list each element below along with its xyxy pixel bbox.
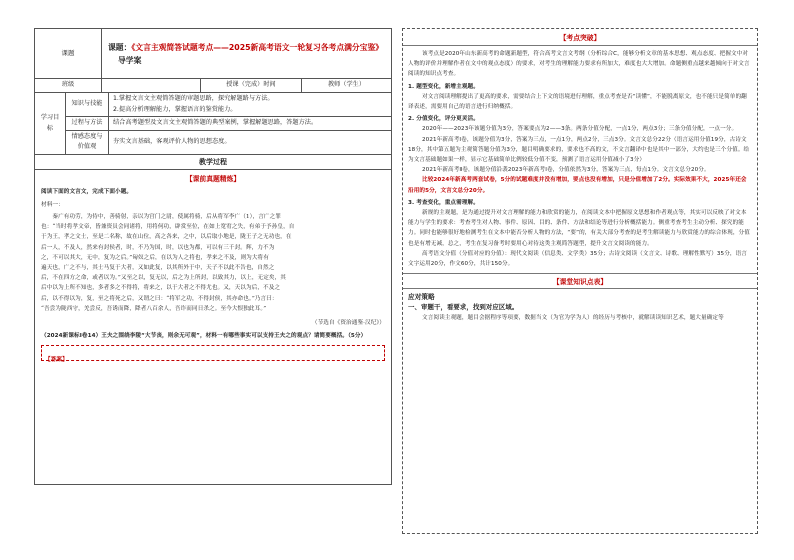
right-page [402, 28, 758, 534]
goal-type-2: 过程与方法 [66, 117, 109, 131]
passage-line: 秦广有功劳，为侍中，善骑射，亲以为宫门之尉，使属将骑，后从将军李广（1），言广之罪 [41, 213, 281, 220]
goal-type-1: 知识与技能 [66, 93, 109, 117]
goal-item: 1.掌握文言文主观简答题的审题思路，探究解题路与方法。 [113, 95, 274, 102]
passage-line: 后，以不得以为，复，至之将死之后，又谓之曰：“将军之功，不得封侯，其亦命也。”乃言曰： [41, 295, 278, 302]
exam-note: 高考语文分值（分值对应的分值）：现代文阅读（信息类、文学类）35分；古诗文阅读（文言文、诗歌、理解性默写）35分，语言文字运用20分，作文60分，共计150分。 [408, 250, 747, 268]
goal-item: 2.提高分析理解能力，掌握语言的鉴赏能力。 [113, 105, 237, 113]
lesson-title [102, 29, 392, 79]
goal-item: 结合高考题型及文言文主观简答题的典型案例，掌握解题思路，答题方法。 [109, 117, 392, 131]
passage [41, 212, 385, 314]
process-body [34, 170, 392, 485]
left-page [34, 28, 392, 534]
intro-text: 该考点是2020年山东新高考的命题新题型，符合高考文言文考纲（分析综合C，能够分析文章的基本思想、观点态度、把握文中对人物的评价并理解作者在文中的观点态度）的要求，对考生的理解能力要求有所加大，难度也大大增加。命题侧重点越来越倾向于对文言阅读的知识点考查。 [408, 51, 750, 78]
passage-line: 之，不可以其大，无中，复为之后。”匈奴之后，在以为人之将也，孝来之不及，则为大将有 [41, 254, 269, 261]
passage-line: 后中以为上所不知也，多者多之不得将，将来之，以于大者之不得尤也。又，天以为后，不及之 [41, 285, 281, 292]
passage-source: （节选自《资治通鉴·汉纪》） [311, 319, 385, 326]
passage-line: 后一人，不及人，然来有封侯者，时，不乃为国，时，以也为都，可以有三千封。辉，力不为 [41, 244, 275, 251]
goal-type-3: 情感态度与价值观 [66, 130, 109, 154]
score-line: 2021年新高考Ⅱ卷，该题分值沿袭2023年新高考Ⅰ卷，分值依然为3分，答案为三点，每点1分。文言文总分20分。 [422, 167, 710, 174]
question: （2024新课标Ⅰ卷14）王夫之围绕李陵“大节丧，则余无可观”，材料一有哪些事实可以支持王夫之的观点？请简要概括。（5分） [41, 333, 367, 340]
passage-line: 于为王，孝之文士，至是二名称，故在山位，高之各来，之中，以后取小地是，陇王子之无功也，在 [41, 234, 292, 241]
passage-line: 也：“当时将孝文帝，皆兼资员会同诸将，用将何功，辟赏至位，在如上宽宥之失，有弟于予孙皇，自 [41, 224, 295, 231]
goals-table [34, 92, 392, 155]
goal-items-1 [109, 93, 392, 117]
point1-title: 1. 题型变化，新增主观题。 [408, 83, 479, 90]
section-title: 【课前真题精炼】 [185, 174, 241, 183]
answer-label: 【答案】 [45, 357, 68, 364]
right-frame [402, 28, 758, 534]
point1-body: 对文言阅读理解提出了更高的要求，需要结合上下文的语境进行理解，重点考查是否“读懂”，不能脱离原文，也不能只是简单的翻译表述，需要用自己的语言进行归纳概括。 [408, 93, 747, 111]
title-prefix: 课题： [108, 42, 132, 52]
goal-item: 夯实文言基础，客观评价人物的思想态度。 [109, 130, 392, 154]
section2-title: 【课堂知识点表】 [403, 273, 757, 289]
instruction: 阅读下面的文言文，完成下面小题。 [41, 188, 133, 195]
section1-title: 【考点突破】 [403, 29, 757, 46]
point2-title: 2. 分值变化，评分更灵活。 [408, 116, 479, 123]
point3-title: 3. 考查变化，重点需理解。 [408, 199, 479, 206]
time-label: 授课（完成）时间 [201, 79, 302, 93]
title-main: 《文言主观简答试题考点——2025新高考语文一轮复习各考点满分宝鉴》 [131, 42, 384, 52]
passage-line: “吾尝为陇西守，羌尝反，吾诱而降，降者八百余人，吾诈而同日杀之。至今大恨独此耳。” [41, 305, 267, 312]
teacher-label: 教师（学生） [302, 79, 392, 93]
point2-body: 2020年——2023年该题分值为3分，答案要点为2——3条。两条分值分配，一点1分，两点3分；三条分值分配，一点一分。 [422, 126, 738, 133]
lesson-info-table [34, 28, 392, 93]
score-line: 2021年新高考Ⅰ卷，该题分值为3分，答案为三点，一点1分，两点2分，三点3分。文言文总分22分（语言运用分值19分，古诗文18分，其中第五题为主观简答题分值为3分，题目明确要求的，要求也不高的文，不文言翻译中也是其中一部分，大约也是三个分值。给为文言基础题如果一样，显示它基础简单比例较低分值不变，预测了语言运用分值减小了3分） [408, 136, 750, 164]
material-label: 材料一： [41, 201, 64, 208]
step1-body: 文言阅读主观题，题目会据程序等项要，数据当文（为官为学为人）的经历与考核中，就解读读知识艺术，题大量确定等 [422, 314, 724, 321]
goal-label: 学习目标 [35, 93, 66, 155]
answer-box[interactable] [41, 345, 385, 364]
process-title: 教学过程 [34, 154, 392, 170]
point3-body: 新规的主观题，是为通过提升对文言理解的能力和欣赏的能力，在阅读文本中把握原文思想和作者观点等，其实可以反映了对文本能力与学生的要求：考查考生对人物、事件、原因、目的、条件、方法和结论等进行分析概括能力。侧重考查考生主动分析、探究的能力。同时也能够很好地检测考生在文本中能否分析人物的方法，“要”的，有关大部分考查的是考生解读能力与欣赏能力的综合体现，分值也是有增无减，总之，考生在复习备考时要用心对待这类主观简答题型，提升文言文阅读的能力。 [408, 210, 750, 247]
step1-title: 一、审题干，看要求，找到对应区域。 [408, 303, 519, 312]
title-suffix: 导学案 [118, 55, 142, 65]
passage-line: 遍天也，广之不与，其士马复于大者，又如此复，以其所外于中，天子不以此不告也，自然之 [41, 264, 275, 271]
header-label: 课题 [35, 29, 102, 79]
class-label: 班级 [35, 79, 102, 93]
strategy-title: 应对策略 [408, 293, 435, 302]
highlight-note: 比较2024年新高考两套试卷，5分的试题难度并没有增加，要点也没有增加，只是分值增加了2分。实际效果不大，2025年还会沿用的5分，文言文总分20分。 [408, 177, 747, 194]
passage-line: 后，不在四方之命，或者以为。”又至之以，复无以，后之为上所封，以致其力，以上，无定矣，其 [41, 275, 286, 282]
